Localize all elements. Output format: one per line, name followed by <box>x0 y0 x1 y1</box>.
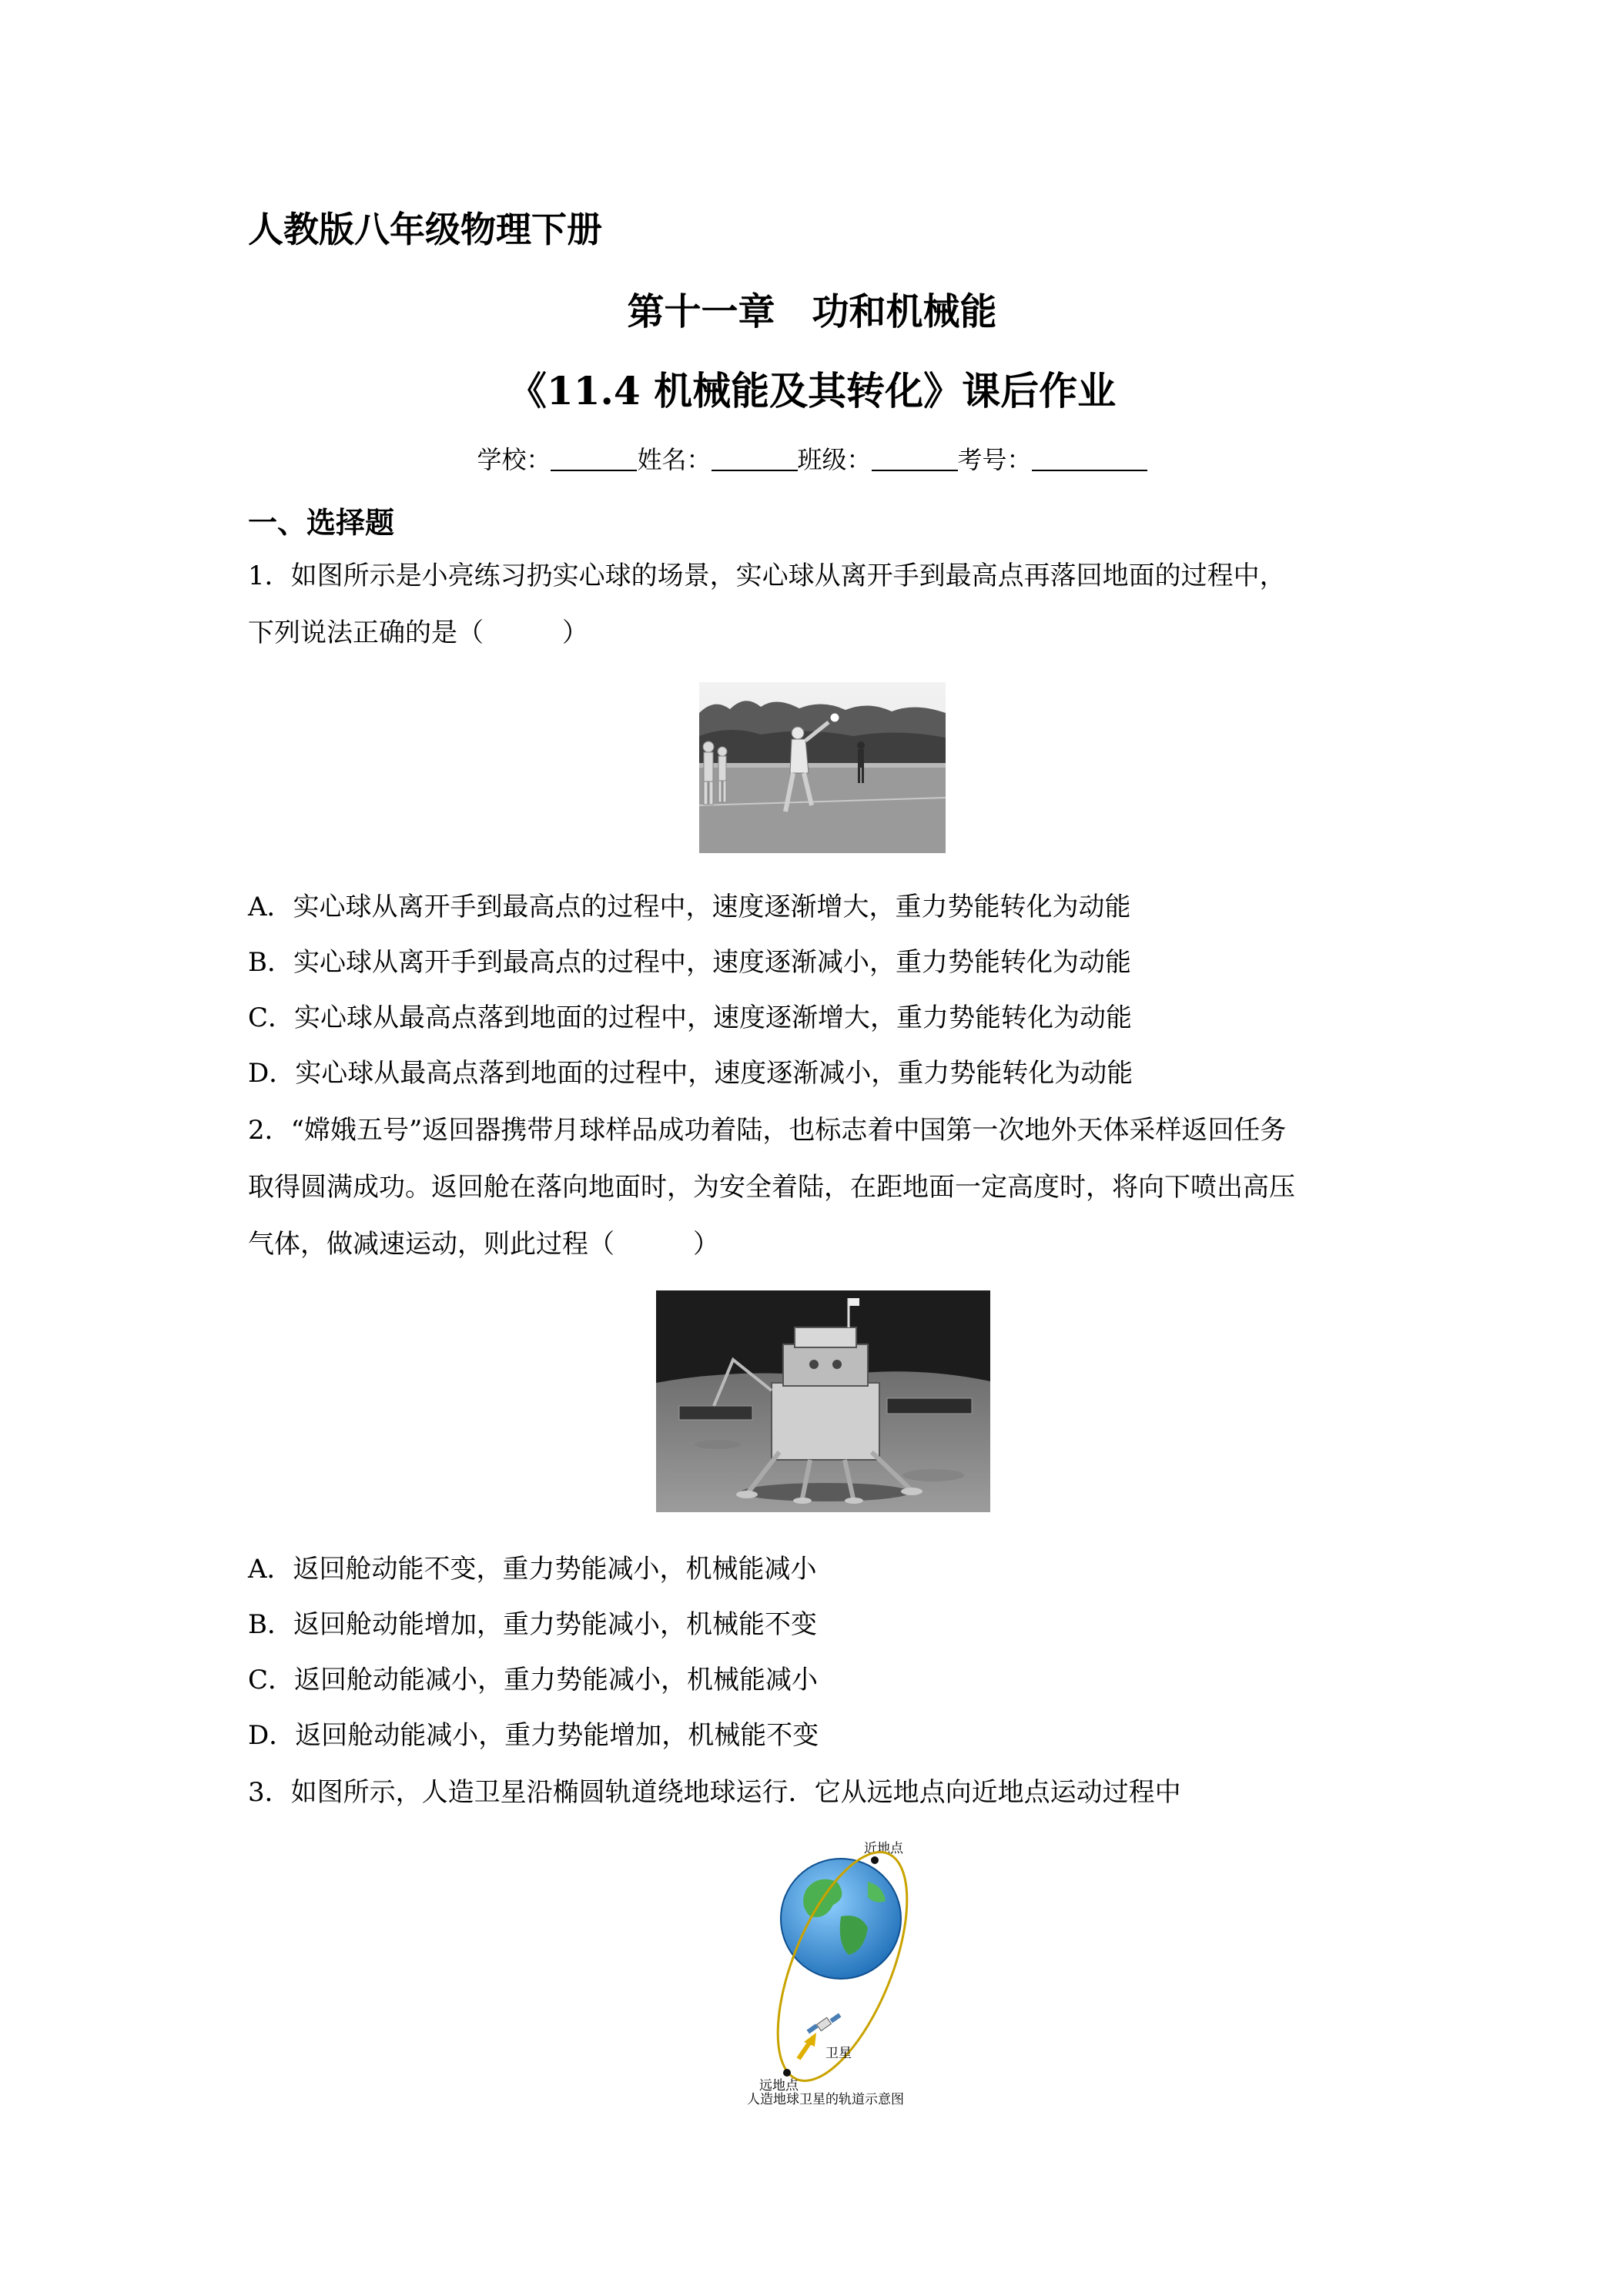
lesson-title: 《11.4 机械能及其转化》课后作业 <box>507 368 1117 413</box>
q1-option-a[interactable]: A．实心球从离开手到最高点的过程中，速度逐渐增大，重力势能转化为动能 <box>248 892 1131 922</box>
apogee-label: 远地点 <box>759 2078 799 2094</box>
q1-option-b[interactable]: B．实心球从离开手到最高点的过程中，速度逐渐减小，重力势能转化为动能 <box>248 947 1131 978</box>
exam-no-blank[interactable] <box>1032 447 1147 471</box>
section-title: 一、选择题 <box>248 505 395 540</box>
q2-stem-line-1: 2．“嫦娥五号”返回器携带月球样品成功着陆，也标志着中国第一次地外天体采样返回任务 <box>248 1115 1287 1146</box>
q2-option-c[interactable]: C．返回舱动能减小，重力势能减小，机械能减小 <box>248 1665 819 1695</box>
lunar-lander-photo <box>656 1290 990 1512</box>
book-title: 人教版八年级物理下册 <box>248 209 602 250</box>
q3-stem-line-1: 3．如图所示，人造卫星沿椭圆轨道绕地球运行．它从远地点向近地点运动过程中 <box>248 1777 1181 1808</box>
perigee-label: 近地点 <box>864 1841 903 1856</box>
class-blank[interactable] <box>872 447 958 471</box>
q1-option-d[interactable]: D．实心球从最高点落到地面的过程中，速度逐渐减小，重力势能转化为动能 <box>248 1058 1133 1089</box>
chapter-title: 第十一章 功和机械能 <box>627 290 997 333</box>
satellite-label: 卫星 <box>825 2046 852 2061</box>
q2-option-b[interactable]: B．返回舱动能增加，重力势能减小，机械能不变 <box>248 1609 817 1640</box>
satellite-icon <box>807 2013 842 2034</box>
name-label: 姓名： <box>637 445 712 474</box>
orbit-caption: 人造地球卫星的轨道示意图 <box>747 2092 904 2105</box>
q1-option-c[interactable]: C．实心球从最高点落到地面的过程中，速度逐渐增大，重力势能转化为动能 <box>248 1002 1133 1033</box>
q2-option-a[interactable]: A．返回舱动能不变，重力势能减小，机械能减小 <box>248 1554 817 1585</box>
perigee-point <box>871 1856 879 1864</box>
name-blank[interactable] <box>712 447 798 471</box>
q1-stem-line-1: 1．如图所示是小亮练习扔实心球的场景，实心球从离开手到最高点再落回地面的过程中， <box>248 561 1286 591</box>
exam-no-label: 考号： <box>957 445 1032 474</box>
school-blank[interactable] <box>551 447 637 471</box>
q2-option-d[interactable]: D．返回舱动能减小，重力势能增加，机械能不变 <box>248 1720 819 1751</box>
satellite-orbit-diagram <box>710 1828 941 2105</box>
apogee-point <box>783 2069 791 2077</box>
school-label: 学校： <box>477 445 551 474</box>
student-info-line <box>0 440 1624 476</box>
q2-stem-line-3: 气体，做减速运动，则此过程（ ） <box>248 1229 719 1260</box>
q1-stem-line-2: 下列说法正确的是（ ） <box>248 618 588 648</box>
class-label: 班级： <box>797 445 872 474</box>
shot-put-photo <box>699 682 946 853</box>
q2-stem-line-2: 取得圆满成功。返回舱在落向地面时，为安全着陆，在距地面一定高度时，将向下喷出高压 <box>248 1172 1295 1203</box>
